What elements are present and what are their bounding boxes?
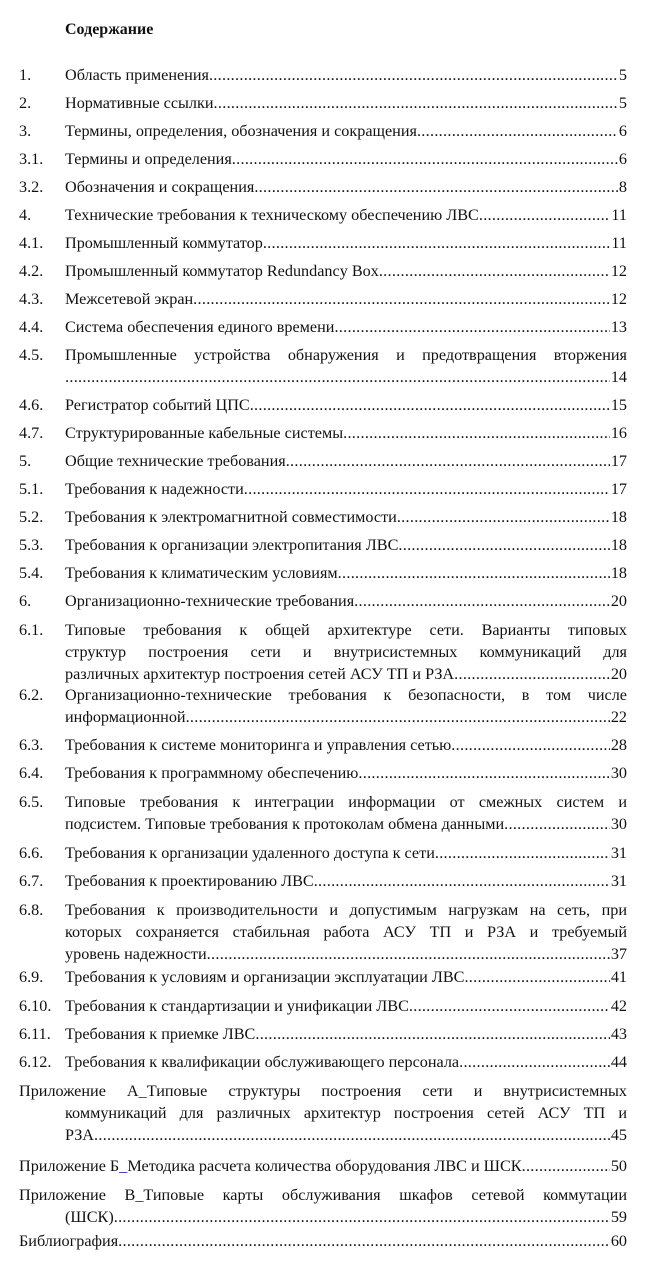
entry-body [65, 842, 627, 864]
page-number: 37 [610, 945, 627, 963]
dot-leader [397, 506, 610, 528]
toc-line [65, 995, 627, 1017]
entry-body [65, 619, 627, 685]
page-number: 50 [610, 1157, 627, 1175]
entry-text: РЗА [65, 1126, 95, 1144]
toc-line [65, 1051, 627, 1073]
toc-line [65, 176, 627, 198]
section-number: 6.7. [19, 872, 44, 890]
entry-text: Требования к приемке ЛВС [65, 1025, 256, 1043]
page-number: 22 [610, 708, 627, 726]
toc-line [65, 590, 627, 612]
appendix-entry[interactable] [19, 1184, 627, 1228]
dot-leader [358, 762, 609, 784]
entry-body [65, 870, 627, 892]
toc-entry[interactable] [19, 562, 627, 584]
section-number: 6.4. [19, 764, 44, 782]
section-number: 6.5. [19, 793, 44, 811]
toc-line [65, 1206, 627, 1228]
entry-text-line: Промышленные устройства обнаружения и предотвращения вторжения [65, 346, 627, 364]
toc-line [65, 64, 627, 86]
section-number: 5.2. [19, 508, 44, 526]
toc-entry[interactable] [19, 791, 627, 835]
entry-text: Требования к проектированию ЛВС [65, 872, 314, 890]
dot-leader [314, 870, 610, 892]
toc-line [65, 734, 627, 756]
appendix-title: Типовые карты обслуживания шкафов сетевой коммутации [143, 1186, 627, 1204]
entry-body [65, 478, 627, 500]
entry-body [65, 1051, 627, 1073]
toc-line [65, 842, 627, 864]
entry-body [65, 762, 627, 784]
toc-entry[interactable] [19, 176, 627, 198]
entry-body [65, 344, 627, 388]
appendix-continuation [65, 1206, 627, 1228]
entry-body [65, 506, 627, 528]
toc-line [65, 663, 627, 685]
entry-text-line: Типовые требования к общей архитектуре сети. Варианты типовых [65, 621, 627, 639]
dot-leader [409, 995, 610, 1017]
dot-leader [379, 260, 610, 282]
entry-text: уровень надежности [65, 945, 207, 963]
toc-line [65, 260, 627, 282]
entry-body [65, 64, 627, 86]
toc-line [19, 1230, 627, 1252]
dot-leader [254, 176, 618, 198]
toc-entry[interactable] [19, 344, 627, 388]
entry-body [65, 534, 627, 556]
entry-text-line: Организационно-технические требования к безопасности, в том числе [65, 686, 627, 704]
entry-text: Межсетевой экран [65, 290, 194, 308]
entry-text: Термины, определения, обозначения и сокращения [65, 122, 417, 140]
page-number: 6 [618, 122, 627, 140]
dot-leader [354, 590, 610, 612]
toc-entry[interactable] [19, 1023, 627, 1045]
entry-body [65, 734, 627, 756]
toc-entry[interactable] [19, 995, 627, 1017]
section-number: 5.1. [19, 480, 44, 498]
page-number: 41 [610, 968, 627, 986]
page-number: 6 [618, 150, 627, 168]
section-number: 4.1. [19, 234, 44, 252]
dot-leader [334, 316, 609, 338]
section-number: 6.1. [19, 621, 44, 639]
dot-leader [338, 562, 610, 584]
toc-line [65, 1124, 627, 1146]
page-number: 17 [610, 452, 627, 470]
page-number: 59 [610, 1208, 627, 1226]
entry-text: Требования к стандартизации и унификации ЛВС [65, 997, 409, 1015]
entry-text: Технические требования к техническому обеспечению ЛВС [65, 206, 479, 224]
toc-entry[interactable] [19, 288, 627, 310]
section-number: 3.1. [19, 150, 44, 168]
entry-text: Требования к условиям и организации эксплуатации ЛВС [65, 968, 465, 986]
section-number: 5. [19, 452, 32, 470]
page-number: 11 [611, 206, 627, 224]
toc-entry[interactable] [19, 684, 627, 728]
entry-body [65, 316, 627, 338]
appendix-entry[interactable] [19, 1080, 627, 1146]
toc-line [65, 204, 627, 226]
page-number: 11 [611, 234, 627, 252]
section-number: 3.2. [19, 178, 44, 196]
entry-body [65, 995, 627, 1017]
page-number: 42 [610, 997, 627, 1015]
section-number: 4. [19, 206, 32, 224]
toc-entry[interactable] [19, 316, 627, 338]
entry-text-line: структур построения сети и внутрисистемных коммуникаций для [65, 643, 627, 661]
entry-text-line: Требования к производительности и допустимым нагрузкам на сеть, при [65, 901, 627, 919]
toc-line [19, 1155, 627, 1177]
bibliography-entry[interactable] [19, 1230, 627, 1252]
page-number: 18 [610, 508, 627, 526]
dot-leader [209, 64, 618, 86]
page-number: 14 [610, 368, 627, 386]
toc-line [65, 366, 627, 388]
entry-body [65, 92, 627, 114]
toc-line [65, 943, 627, 965]
entry-text: Организационно-технические требования [65, 592, 355, 610]
toc-line [65, 92, 627, 114]
toc-line [65, 1023, 627, 1045]
entry-text: Обозначения и сокращения [65, 178, 255, 196]
toc-entry[interactable] [19, 478, 627, 500]
entry-text: Требования к организации электропитания ЛВС [65, 536, 399, 554]
dot-leader [286, 450, 610, 472]
entry-text: различных архитектур построения сетей АСУ ТП и РЗА [65, 665, 455, 683]
dot-leader [459, 1051, 610, 1073]
entry-body [65, 204, 627, 226]
page-number: 5 [618, 94, 627, 112]
entry-body [65, 590, 627, 612]
page-number: 18 [610, 536, 627, 554]
dot-leader [435, 842, 610, 864]
toc-entry[interactable] [19, 1051, 627, 1073]
toc-line [65, 394, 627, 416]
toc-entry[interactable] [19, 204, 627, 226]
dot-leader [504, 813, 610, 835]
section-number: 6.3. [19, 736, 44, 754]
section-number: 6.2. [19, 686, 44, 704]
toc-entry[interactable] [19, 92, 627, 114]
page-number: 31 [610, 872, 627, 890]
toc-entry[interactable] [19, 899, 627, 965]
toc-title: Содержание [65, 21, 154, 38]
appendix-continuation [65, 1102, 627, 1146]
section-number: 5.4. [19, 564, 44, 582]
dot-leader [417, 120, 618, 142]
section-number: 6.9. [19, 968, 44, 986]
appendix-separator: _ [138, 1082, 147, 1100]
entry-text: подсистем. Типовые требования к протоколам обмена данными [65, 815, 505, 833]
entry-body [65, 288, 627, 310]
section-number: 6.11. [19, 1025, 51, 1043]
dot-leader [65, 366, 610, 388]
appendix-prefix: Приложение В [19, 1186, 136, 1204]
page-number: 30 [610, 815, 627, 833]
dot-leader [207, 943, 610, 965]
toc-entry[interactable] [19, 450, 627, 472]
entry-text: Структурированные кабельные системы [65, 424, 344, 442]
entry-body [65, 120, 627, 142]
entry-body [65, 791, 627, 835]
toc-line [65, 706, 627, 728]
toc-line [65, 534, 627, 556]
section-number: 4.7. [19, 424, 44, 442]
entry-text: Регистратор событий ЦПС [65, 396, 250, 414]
toc-line [65, 450, 627, 472]
dot-leader [232, 148, 618, 170]
entry-text: Требования к системе мониторинга и управления сетью [65, 736, 452, 754]
entry-body [65, 176, 627, 198]
entry-text: Промышленный коммутатор Redundancy Box [65, 262, 379, 280]
toc-line [65, 316, 627, 338]
entry-text-line [19, 1184, 627, 1206]
page-number: 20 [610, 592, 627, 610]
toc-entry[interactable] [19, 534, 627, 556]
dot-leader [193, 288, 610, 310]
appendix-separator: _ [135, 1186, 144, 1204]
appendix-prefix: Приложение А [19, 1082, 139, 1100]
page-number: 30 [610, 764, 627, 782]
page-number: 60 [610, 1232, 627, 1250]
toc-entry[interactable] [19, 120, 627, 142]
page-number: 18 [610, 564, 627, 582]
page-number: 45 [610, 1126, 627, 1144]
toc-entry[interactable] [19, 64, 627, 86]
entry-text-line: коммуникаций для различных архитектур построения сетей АСУ ТП и [65, 1104, 627, 1122]
toc-entry[interactable] [19, 870, 627, 892]
toc-entry[interactable] [19, 422, 627, 444]
toc-entry[interactable] [19, 966, 627, 988]
toc-entry[interactable] [19, 590, 627, 612]
entry-body [65, 260, 627, 282]
dot-leader [118, 1230, 610, 1252]
page-number: 28 [610, 736, 627, 754]
toc-entry[interactable] [19, 232, 627, 254]
section-number: 1. [19, 66, 32, 84]
toc-entry[interactable] [19, 734, 627, 756]
entry-text: Область применения [65, 66, 209, 84]
entry-body [65, 422, 627, 444]
entry-text: (ШСК) [65, 1208, 114, 1226]
entry-text: Требования к надежности [65, 480, 244, 498]
section-number: 6.6. [19, 844, 44, 862]
page-number: 13 [610, 318, 627, 336]
toc-line [65, 813, 627, 835]
dot-leader [398, 534, 609, 556]
toc-line [65, 762, 627, 784]
entry-text: Система обеспечения единого времени [65, 318, 335, 336]
page-number: 43 [610, 1025, 627, 1043]
toc-line [65, 870, 627, 892]
toc-entry[interactable] [19, 148, 627, 170]
entry-text: Нормативные ссылки [65, 94, 214, 112]
page-number: 31 [610, 844, 627, 862]
section-number: 6. [19, 592, 32, 610]
entry-body [65, 1023, 627, 1045]
dot-leader [114, 1206, 610, 1228]
section-number: 4.6. [19, 396, 44, 414]
section-number: 4.3. [19, 290, 44, 308]
entry-text-line: которых сохраняется стабильная работа АСУ ТП и РЗА и требуемый [65, 923, 627, 941]
toc-line [65, 120, 627, 142]
entry-text: Требования к квалификации обслуживающего персонала [65, 1053, 460, 1071]
dot-leader [255, 1023, 609, 1045]
page-number: 8 [618, 178, 627, 196]
page-number: 12 [610, 262, 627, 280]
dot-leader [451, 734, 610, 756]
entry-text: Библиография [19, 1232, 119, 1250]
section-number: 4.5. [19, 346, 44, 364]
entry-text: Требования к организации удаленного доступа к сети [65, 844, 435, 862]
section-number: 6.10. [19, 997, 52, 1015]
section-number: 3. [19, 122, 32, 140]
section-number: 2. [19, 94, 32, 112]
section-number: 4.2. [19, 262, 44, 280]
page-number: 16 [610, 424, 627, 442]
toc-line [65, 232, 627, 254]
entry-text: Общие технические требования [65, 452, 286, 470]
section-number: 4.4. [19, 318, 44, 336]
dot-leader [479, 204, 611, 226]
dot-leader [94, 1124, 610, 1146]
entry-text: информационной [65, 708, 186, 726]
appendix-title: Методика расчета количества оборудования ЛВС и ШСК [127, 1157, 522, 1175]
toc-line [65, 478, 627, 500]
dot-leader [214, 92, 618, 114]
entry-body [65, 394, 627, 416]
toc-entry[interactable] [19, 260, 627, 282]
toc-line [65, 422, 627, 444]
entry-text: Термины и определения [65, 150, 232, 168]
toc-line [65, 506, 627, 528]
appendix-title: Типовые структуры построения сети и внутрисистемных [146, 1082, 627, 1100]
entry-text: Требования к климатическим условиям [65, 564, 338, 582]
section-number: 6.12. [19, 1053, 52, 1071]
toc-entry[interactable] [19, 506, 627, 528]
toc-entry[interactable] [19, 842, 627, 864]
entry-text-line: Типовые требования к интеграции информации от смежных систем и [65, 793, 627, 811]
dot-leader [343, 422, 610, 444]
dot-leader [244, 478, 610, 500]
entry-body [65, 562, 627, 584]
appendix-prefix: Приложение Б [19, 1157, 120, 1175]
dot-leader [454, 663, 610, 685]
dot-leader [263, 232, 611, 254]
toc-line [65, 966, 627, 988]
entry-body [65, 232, 627, 254]
entry-body [65, 148, 627, 170]
appendix-separator: _ [119, 1157, 128, 1175]
section-number: 6.8. [19, 901, 44, 919]
dot-leader [522, 1155, 610, 1177]
entry-text-line [19, 1080, 627, 1102]
page-number: 12 [610, 290, 627, 308]
appendix-entry[interactable] [19, 1155, 627, 1177]
toc-line [65, 288, 627, 310]
toc-line [65, 562, 627, 584]
entry-text: Требования к электромагнитной совместимости [65, 508, 397, 526]
toc-line [65, 148, 627, 170]
page-number: 15 [610, 396, 627, 414]
section-number: 5.3. [19, 536, 44, 554]
dot-leader [250, 394, 610, 416]
toc-entry[interactable] [19, 762, 627, 784]
dot-leader [186, 706, 610, 728]
page-number: 17 [610, 480, 627, 498]
entry-body [65, 899, 627, 965]
entry-text: Требования к программному обеспечению [65, 764, 359, 782]
dot-leader [464, 966, 609, 988]
entry-body [65, 966, 627, 988]
entry-text [19, 1155, 522, 1177]
toc-entry[interactable] [19, 619, 627, 685]
entry-body [65, 684, 627, 728]
page-number: 20 [610, 665, 627, 683]
page-number: 44 [610, 1053, 627, 1071]
entry-body [65, 450, 627, 472]
page-number: 5 [618, 66, 627, 84]
toc-entry[interactable] [19, 394, 627, 416]
entry-text: Промышленный коммутатор [65, 234, 263, 252]
